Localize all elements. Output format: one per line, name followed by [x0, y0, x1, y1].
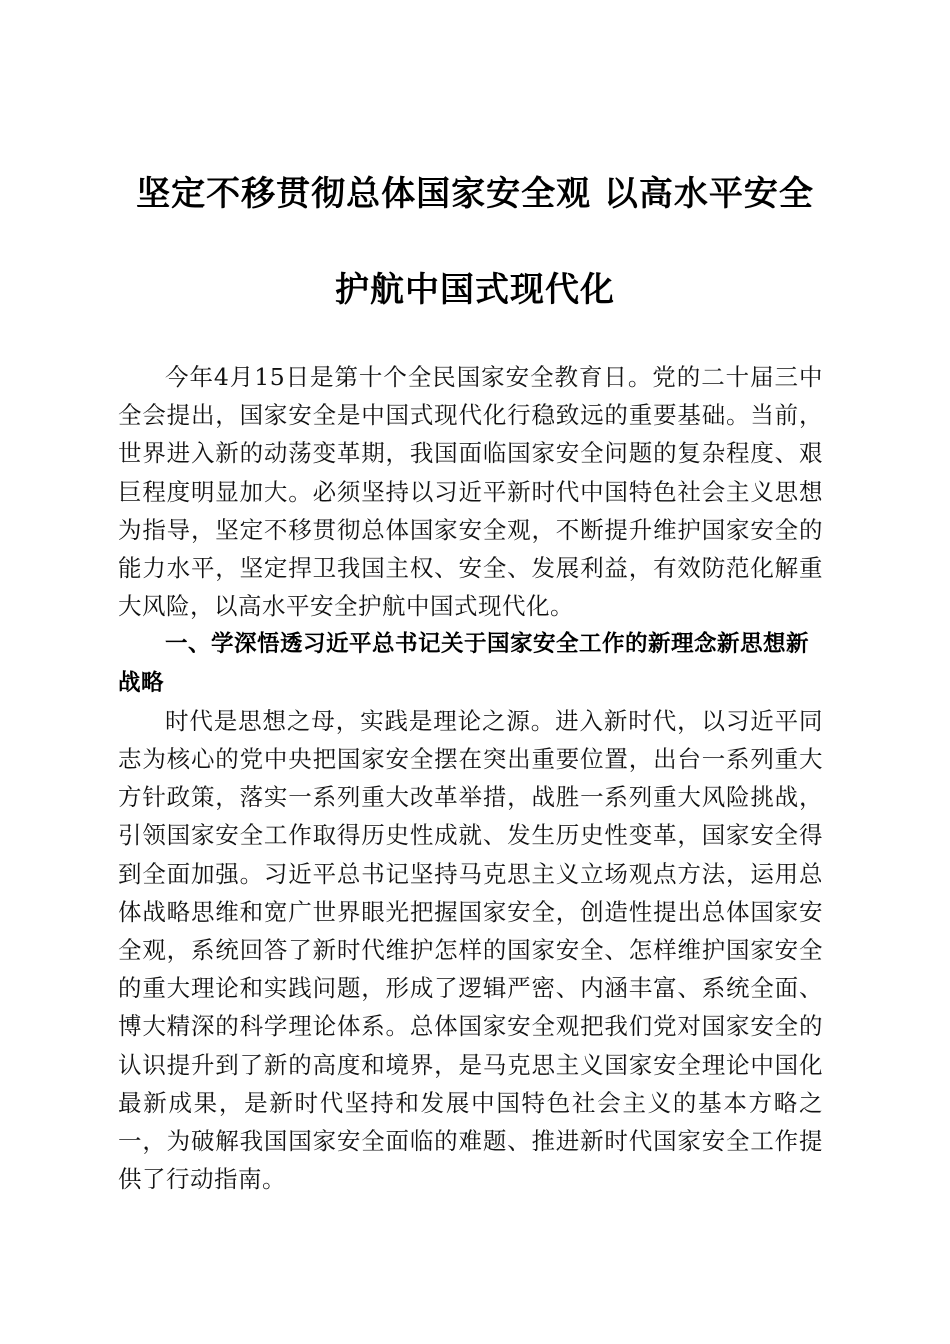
- document-body: [118, 358, 823, 1198]
- document-title-line-2: 护航中国式现代化: [335, 270, 615, 310]
- section-heading-1: 一、学深悟透习近平总书记关于国家安全工作的新理念新思想新战略: [118, 631, 810, 696]
- section-1-paragraph: 时代是思想之母，实践是理论之源。进入新时代，以习近平同志为核心的党中央把国家安全摆在突出重要位置，出台一系列重大方针政策，落实一系列重大改革举措，战胜一系列重大风险挑战，引领国家安全工作取得历史性成就、发生历史性变革，国家安全得到全面加强。习近平总书记坚持马克思主义立场观点方法，运用总体战略思维和宽广世界眼光把握国家安全，创造性提出总体国家安全观，系统回答了新时代维护怎样的国家安全、怎样维护国家安全的重大理论和实践问题，形成了逻辑严密、内涵丰富、系统全面、博大精深的科学理论体系。总体国家安全观把我们党对国家安全的认识提升到了新的高度和境界，是马克思主义国家安全理论中国化最新成果，是新时代坚持和发展中国特色社会主义的基本方略之一，为破解我国国家安全面临的难题、推进新时代国家安全工作提供了行动指南。: [118, 706, 823, 1194]
- intro-paragraph: 今年4月15日是第十个全民国家安全教育日。党的二十届三中全会提出，国家安全是中国式现代化行稳致远的重要基础。当前，世界进入新的动荡变革期，我国面临国家安全问题的复杂程度、艰巨程度明显加大。必须坚持以习近平新时代中国特色社会主义思想为指导，坚定不移贯彻总体国家安全观，不断提升维护国家安全的能力水平，坚定捍卫我国主权、安全、发展利益，有效防范化解重大风险，以高水平安全护航中国式现代化。: [118, 363, 823, 621]
- document-title-line-1: 坚定不移贯彻总体国家安全观 以高水平安全: [136, 174, 814, 214]
